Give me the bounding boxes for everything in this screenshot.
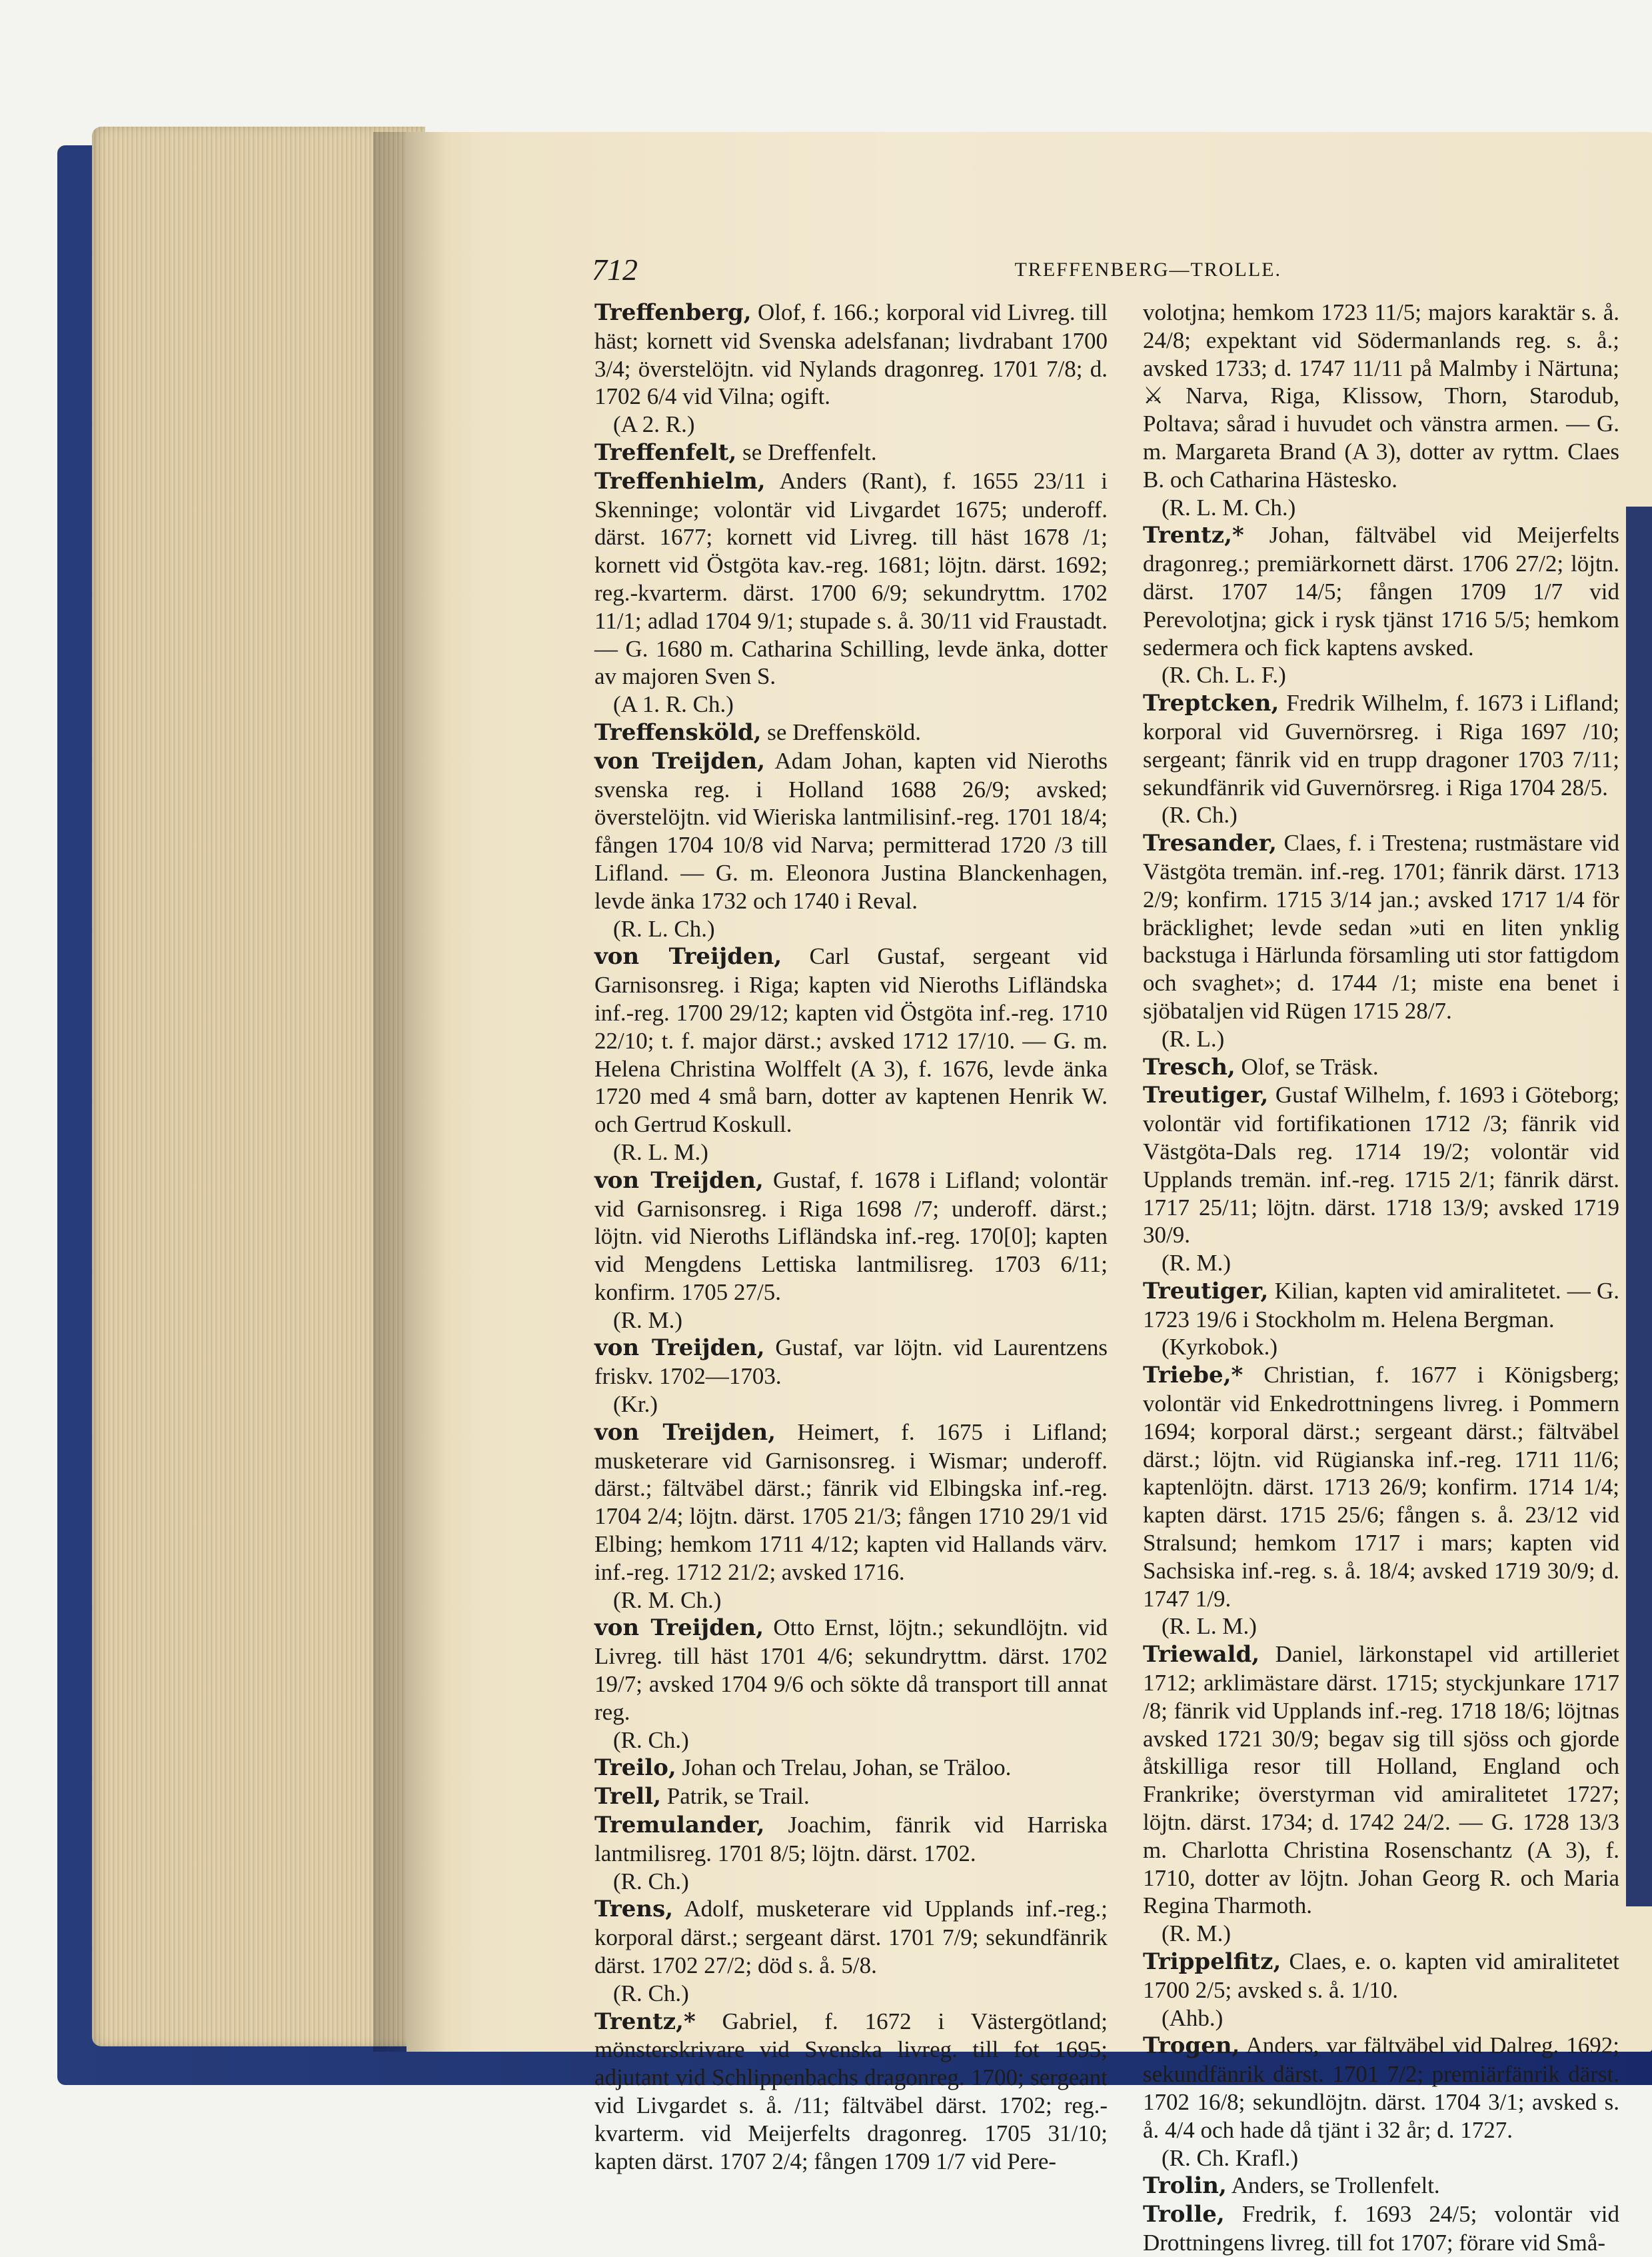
entry-source: (Kyrkobok.)	[1162, 1334, 1277, 1360]
entry-headword: Trell,	[594, 1783, 662, 1810]
entry-headword: Trogen,	[1143, 2032, 1240, 2060]
entry-source: (R. M.)	[1162, 1250, 1232, 1276]
entry-headword: Trentz,*	[1143, 522, 1244, 549]
entry-text: Claes, f. i Trestena; rustmästare vid Västgöta tremän. inf.-reg. 1701; fänrik därst. 1713 2/9; konfirm. 1715 3/14 jan.; avsked 1717 1/4 för bräcklighet; levde sedan »uti en liten ynklig backstuga i Härlunda församling uti stor fattigdom och svaghet»; d. 1744 /1; miste ena benet i sjöbataljen vid Rügen 1715 28/7.	[1143, 830, 1619, 1024]
entry-source: (R. Ch.)	[613, 1868, 689, 1894]
entry-headword: Treffenberg,	[594, 299, 752, 326]
left-column	[594, 299, 1108, 2174]
entry-headword: von Treijden,	[594, 1166, 764, 1194]
entry-headword: Trolin,	[1143, 2172, 1227, 2200]
entry-headword: Treutiger,	[1143, 1082, 1269, 1109]
entry-text: Johan och Trelau, Johan, se Träloo.	[676, 1754, 1012, 1781]
dictionary-entry	[1143, 1948, 1619, 2004]
entry-text: Daniel, lärkonstapel vid artilleriet 1712; arklimästare därst. 1715; styckjunkare 1717 /8; fänrik vid Upplands inf.-reg. 1718 18/6; löjtnas avsked 1721 30/9; begav sig till sjöss och gjorde åtskilliga resor till Holland, England och Frankrike; överstyrman vid amiralitetet 1727; löjtn. därst. 1734; d. 1742 24/2. — G. 1728 13/3 m. Charlotta Christina Rosenschantz (A 3), f. 1710, dotter av löjtn. Johan Georg R. och Maria Regina Tharmoth.	[1143, 1641, 1619, 1919]
entry-headword: Treffensköld,	[594, 719, 762, 746]
entry-text: Olof, se Träsk.	[1235, 1053, 1379, 1080]
entry-source: (R. Ch. L. F.)	[1162, 662, 1286, 689]
entry-source: (Kr.)	[613, 1391, 658, 1418]
entry-source: (R. Ch.)	[1162, 802, 1238, 829]
dictionary-entry	[1143, 1277, 1619, 1334]
dictionary-entry	[1143, 2032, 1619, 2144]
dictionary-entry	[594, 467, 1108, 691]
entry-source: (R. M. Ch.)	[613, 1586, 722, 1613]
entry-text: Adolf, musketerare vid Upplands inf.-reg.; korporal därst.; sergeant därst. 1701 7/9; sekundfänrik därst. 1702 27/2; död s. å. 5/8.	[594, 1896, 1108, 1979]
dictionary-entry	[1143, 2172, 1619, 2200]
entry-text: Fredrik Wilhelm, f. 1673 i Lifland; korporal vid Guvernörsreg. i Riga 1697 /10; sergeant; fänrik vid en trupp dragoner 1703 7/11; sekundfänrik vid Guvernörsreg. i Riga 1704 28/5.	[1143, 690, 1619, 801]
entry-headword: Tremulander,	[594, 1812, 765, 1839]
entry-text: se Dreffenfelt.	[736, 439, 877, 465]
entry-headword: Trens,	[594, 1896, 674, 1923]
entry-text: Fredrik, f. 1693 24/5; volontär vid Drottningens livreg. till fot 1707; förare vid Små-	[1143, 2201, 1619, 2256]
dictionary-entry	[594, 1166, 1108, 1306]
entry-text: Gustaf, f. 1678 i Lifland; volontär vid Garnisonsreg. i Riga 1698 /7; underoff. därst.; löjtn. vid Nieroths Lifländska inf.-reg. 170[0]; kapten vid Mengdens Lettiska lantmilisreg. 1703 6/11; konfirm. 1705 27/5.	[594, 1166, 1108, 1305]
entry-text: Claes, e. o. kapten vid amiralitetet 1700 2/5; avsked s. å. 1/10.	[1143, 1948, 1619, 2003]
entry-headword: Tresander,	[1143, 830, 1277, 857]
entry-headword: Triewald,	[1143, 1641, 1260, 1668]
entry-text: Carl Gustaf, sergeant vid Garnisonsreg. i Riga; kapten vid Nieroths Lifländska inf.-reg. 1700 29/12; kapten vid Östgöta inf.-reg. 1710 22/10; t. f. major därst.; avsked 1712 17/10. — G. m. Helena Christina Wolffelt (A 3), f. 1676, levde änka 1720 med 4 små barn, dotter av kaptenen Henrik W. och Gertrud Koskull.	[594, 943, 1108, 1138]
entry-text: Adam Johan, kapten vid Nieroths svenska reg. i Holland 1688 26/9; avsked; överstelöjtn. vid Wieriska lantmilisinf.-reg. 1701 18/4; fången 1704 10/8 vid Narva; permitterad 1720 /3 till Lifland. — G. m. Eleonora Justina Blanckenhagen, levde änka 1732 och 1740 i Reval.	[594, 747, 1108, 914]
entry-headword: Treffenhielm,	[594, 467, 766, 495]
entry-source: (R. L. M.)	[1162, 1613, 1257, 1640]
entry-text: Kilian, kapten vid amiralitetet. — G. 1723 19/6 i Stockholm m. Helena Bergman.	[1143, 1277, 1619, 1332]
dictionary-entry	[594, 943, 1108, 1138]
dictionary-entry	[594, 2008, 1108, 2176]
dictionary-entry	[1143, 1081, 1619, 1249]
dictionary-entry	[1143, 521, 1619, 661]
running-head	[592, 252, 1281, 289]
dictionary-entry	[594, 1418, 1108, 1586]
dictionary-entry	[594, 1614, 1108, 1726]
entry-text: Johan, fältväbel vid Meijerfelts dragonreg.; premiärkornett därst. 1706 27/2; löjtn. därst. 1707 14/5; fången 1709 1/7 vid Perevolotjna; gick i rysk tjänst 1716 5/5; hemkom sedermera och fick kaptens avsked.	[1143, 522, 1619, 661]
entry-headword: von Treijden,	[594, 1614, 764, 1642]
entry-source: (R. M.)	[613, 1306, 683, 1333]
entry-text: volotjna; hemkom 1723 11/5; majors karaktär s. å. 24/8; expektant vid Södermanlands reg. s. å.; avsked 1733; d. 1747 11/11 på Malmby i Närtuna; ⚔ Narva, Riga, Klissow, Thorn, Starodub, Poltava; sårad i huvudet och vänstra armen. — G. m. Margareta Brand (A 3), dotter av ryttm. Claes B. och Catharina Hästesko.	[1143, 299, 1619, 493]
entry-text: Patrik, se Trail.	[661, 1783, 810, 1810]
entry-text: Otto Ernst, löjtn.; sekundlöjtn. vid Livreg. till häst 1701 4/6; sekundryttm. därst. 1702 19/7; avsked 1704 9/6 och sökte då transport till annat reg.	[594, 1614, 1108, 1725]
right-cover-edge	[1626, 507, 1652, 1906]
entry-source: (A 1. R. Ch.)	[613, 691, 734, 718]
entry-headword: Trentz,*	[594, 2008, 696, 2035]
entry-source: (R. M.)	[1162, 1920, 1232, 1947]
entry-headword: Triebe,*	[1143, 1362, 1243, 1389]
dictionary-entry	[594, 719, 1108, 747]
entry-source: (A 2. R.)	[613, 411, 695, 438]
page-gutter-shadow	[373, 132, 446, 2052]
entry-headword: von Treijden,	[594, 943, 782, 971]
dictionary-entry	[594, 747, 1108, 915]
entry-headword: Trolle,	[1143, 2201, 1225, 2228]
dictionary-entry	[1143, 1361, 1619, 1612]
running-title: TREFFENBERG—TROLLE.	[1014, 259, 1281, 281]
dictionary-entry	[594, 1754, 1108, 1782]
right-column	[1143, 299, 1619, 2256]
entry-headword: Treffenfelt,	[594, 439, 737, 466]
entry-text: Anders (Rant), f. 1655 23/11 i Skenninge; volontär vid Livgardet 1675; underoff. därst. 1677; kornett vid Livreg. till häst 1678 /1; kornett vid Östgöta kav.-reg. 1681; löjtn. därst. 1692; reg.-kvarterm. därst. 1700 6/9; sekundryttm. 1702 11/1; adlad 1704 9/1; stupade s. å. 30/11 vid Fraustadt. — G. 1680 m. Catharina Schilling, levde änka, dotter av majoren Sven S.	[594, 467, 1108, 690]
entry-text: Gabriel, f. 1672 i Västergötland; mönsterskrivare vid Svenska livreg. till fot 1695; adjutant vid Schlippenbachs dragonreg. 1700; sergeant vid Livgardet s. å. /11; fältväbel därst. 1702; reg.-kvarterm. vid Meijerfelts dragonreg. 1705 31/10; kapten därst. 1707 2/4; fången 1709 1/7 vid Pere-	[594, 2008, 1108, 2174]
entry-headword: von Treijden,	[594, 1334, 765, 1362]
entry-source: (R. Ch.)	[613, 1726, 689, 1753]
entry-source: (R. Ch.)	[613, 1980, 689, 2006]
entry-source: (R. L. Ch.)	[613, 915, 715, 942]
dictionary-entry	[594, 299, 1108, 411]
dictionary-entry	[594, 439, 1108, 467]
dictionary-entry	[1143, 689, 1619, 801]
entry-headword: Tresch,	[1143, 1053, 1236, 1081]
entry-text: Christian, f. 1677 i Königsberg; volontär vid Enkedrottningens livreg. i Pommern 1694; korporal därst.; sergeant därst.; fältväbel därst.; löjtn. vid Rügianska inf.-reg. 1711 11/6; kaptenlöjtn. därst. 1713 26/9; konfirm. 1714 1/4; kapten därst. 1715 25/6; fången s. å. 23/12 vid Stralsund; hemkom 1717 i mars; kapten vid Sachsiska inf.-reg. s. å. 18/4; avsked 1719 30/9; d. 1747 1/9.	[1143, 1362, 1619, 1612]
entry-text: Olof, f. 166.; korporal vid Livreg. till häst; kornett vid Svenska adelsfanan; livdrabant 1700 3/4; överstelöjtn. vid Nylands dragonreg. 1701 7/8; d. 1702 6/4 vid Vilna; ogift.	[594, 299, 1108, 410]
entry-text: Joachim, fänrik vid Harriska lantmilisreg. 1701 8/5; löjtn. därst. 1702.	[594, 1812, 1108, 1866]
entry-headword: von Treijden,	[594, 1418, 776, 1446]
entry-text: Gustaf, var löjtn. vid Laurentzens friskv. 1702—1703.	[594, 1334, 1108, 1390]
entry-text: Gustaf Wilhelm, f. 1693 i Göteborg; volontär vid fortifikationen 1712 /3; fänrik vid Västgöta-Dals reg. 1714 19/2; volontär vid Upplands tremän. inf.-reg. 1715 2/1; fänrik därst. 1717 25/11; löjtn. därst. 1718 13/9; avsked 1719 30/9.	[1143, 1082, 1619, 1248]
entry-source: (R. Ch. Krafl.)	[1162, 2144, 1299, 2171]
entry-source: (R. L. M.)	[613, 1138, 708, 1165]
dictionary-entry	[1143, 1053, 1619, 1082]
entry-headword: Treptcken,	[1143, 690, 1279, 717]
dictionary-entry	[594, 1782, 1108, 1811]
entry-headword: von Treijden,	[594, 747, 766, 775]
entry-text: Heimert, f. 1675 i Lifland; musketerare vid Garnisonsreg. i Wismar; underoff. därst.; fältväbel därst.; fänrik vid Elbingska inf.-reg. 1704 2/4; löjtn. därst. 1705 21/3; fången 1710 29/1 vid Elbing; hemkom 1711 4/12; kapten vid Hallands värv. inf.-reg. 1712 21/2; avsked 1716.	[594, 1418, 1108, 1585]
dictionary-entry	[1143, 2200, 1619, 2257]
entry-headword: Treutiger,	[1143, 1277, 1269, 1304]
entry-source: (R. L. M. Ch.)	[1162, 494, 1296, 521]
entry-text: Anders, se Trollenfelt.	[1226, 2172, 1440, 2199]
entry-headword: Treilo,	[594, 1754, 676, 1782]
dictionary-entry	[594, 1811, 1108, 1868]
dictionary-entry	[594, 1895, 1108, 1979]
dictionary-entry	[1143, 1640, 1619, 1920]
entry-source: (Ahb.)	[1162, 2004, 1224, 2031]
entry-text: Anders, var fältväbel vid Dalreg. 1692; sekundfänrik därst. 1701 7/2; premiärfänrik därst. 1702 16/8; sekundlöjtn. därst. 1704 3/1; avsked s. å. 4/4 och hade då tjänt i 32 år; d. 1727.	[1143, 2032, 1619, 2143]
dictionary-entry	[1143, 829, 1619, 1025]
page-number: 712	[592, 253, 638, 287]
entry-source: (R. L.)	[1162, 1025, 1225, 1052]
entry-text: se Dreffensköld.	[761, 719, 921, 745]
entry-headword: Trippelfitz,	[1143, 1948, 1281, 1976]
dictionary-entry	[1143, 299, 1619, 494]
dictionary-entry	[594, 1334, 1108, 1390]
